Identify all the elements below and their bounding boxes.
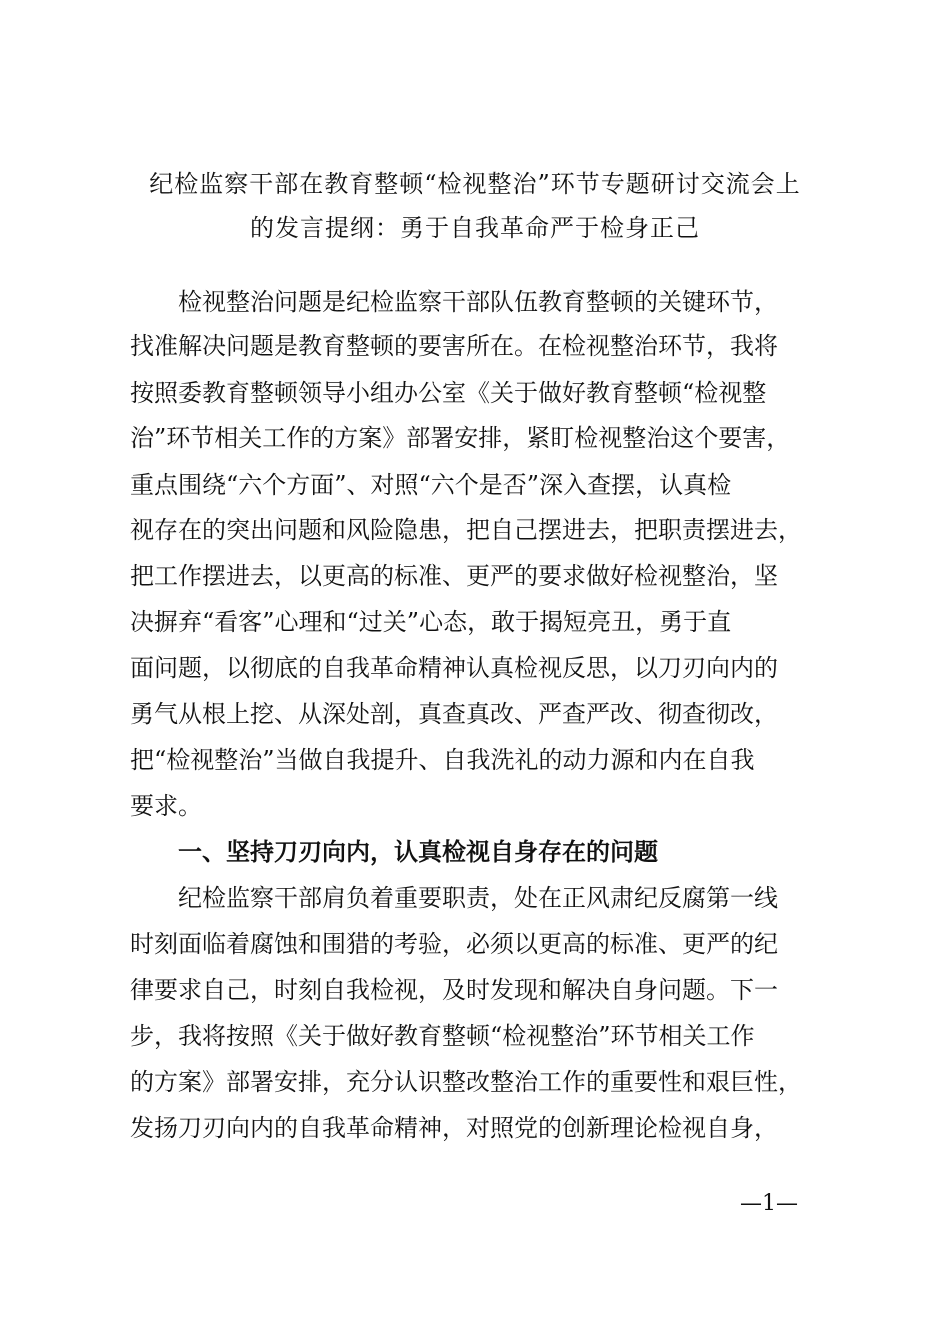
document-title-line-1: 纪检监察干部在教育整顿“检视整治”环节专题研讨交流会上 [149,170,801,198]
paragraph-line: 找准解决问题是教育整顿的要害所在。在检视整治环节，我将 [130,332,778,360]
paragraph-line: 时刻面临着腐蚀和围猎的考验，必须以更高的标准、更严的纪 [130,930,778,958]
paragraph-line: 的方案》部署安排，充分认识整改整治工作的重要性和艰巨性， [130,1068,802,1096]
paragraph-line: 步，我将按照《关于做好教育整顿“检视整治”环节相关工作 [130,1022,755,1050]
paragraph-line: 发扬刀刃向内的自我革命精神，对照党的创新理论检视自身， [130,1114,778,1142]
page-number: —1— [740,1191,798,1216]
paragraph-line: 把“检视整治”当做自我提升、自我洗礼的动力源和内在自我 [130,746,755,774]
paragraph-line: 律要求自己，时刻自我检视，及时发现和解决自身问题。下一 [130,976,778,1004]
paragraph-line: 视存在的突出问题和风险隐患，把自己摆进去，把职责摆进去， [130,516,802,544]
paragraph-line: 勇气从根上挖、从深处剖，真查真改、严查严改、彻查彻改， [130,700,778,728]
paragraph-line: 检视整治问题是纪检监察干部队伍教育整顿的关键环节， [130,288,778,316]
paragraph-line: 治”环节相关工作的方案》部署安排，紧盯检视整治这个要害， [130,424,791,452]
paragraph-line: 把工作摆进去，以更高的标准、更严的要求做好检视整治，坚 [130,562,778,590]
document-title-line-2: 的发言提纲：勇于自我革命严于检身正己 [250,214,700,242]
paragraph-line: 面问题，以彻底的自我革命精神认真检视反思，以刀刃向内的 [130,654,778,682]
paragraph-line: 重点围绕“六个方面”、对照“六个是否”深入查摆，认真检 [130,471,732,499]
paragraph-line: 决摒弃“看客”心理和“过关”心态，敢于揭短亮丑，勇于直 [130,608,732,636]
paragraph-line: 纪检监察干部肩负着重要职责，处在正风肃纪反腐第一线 [130,884,778,912]
paragraph-line: 要求。 [130,792,202,820]
section-heading: 一、坚持刀刃向内，认真检视自身存在的问题 [178,838,658,866]
paragraph-line: 按照委教育整顿领导小组办公室《关于做好教育整顿“检视整 [130,379,767,407]
